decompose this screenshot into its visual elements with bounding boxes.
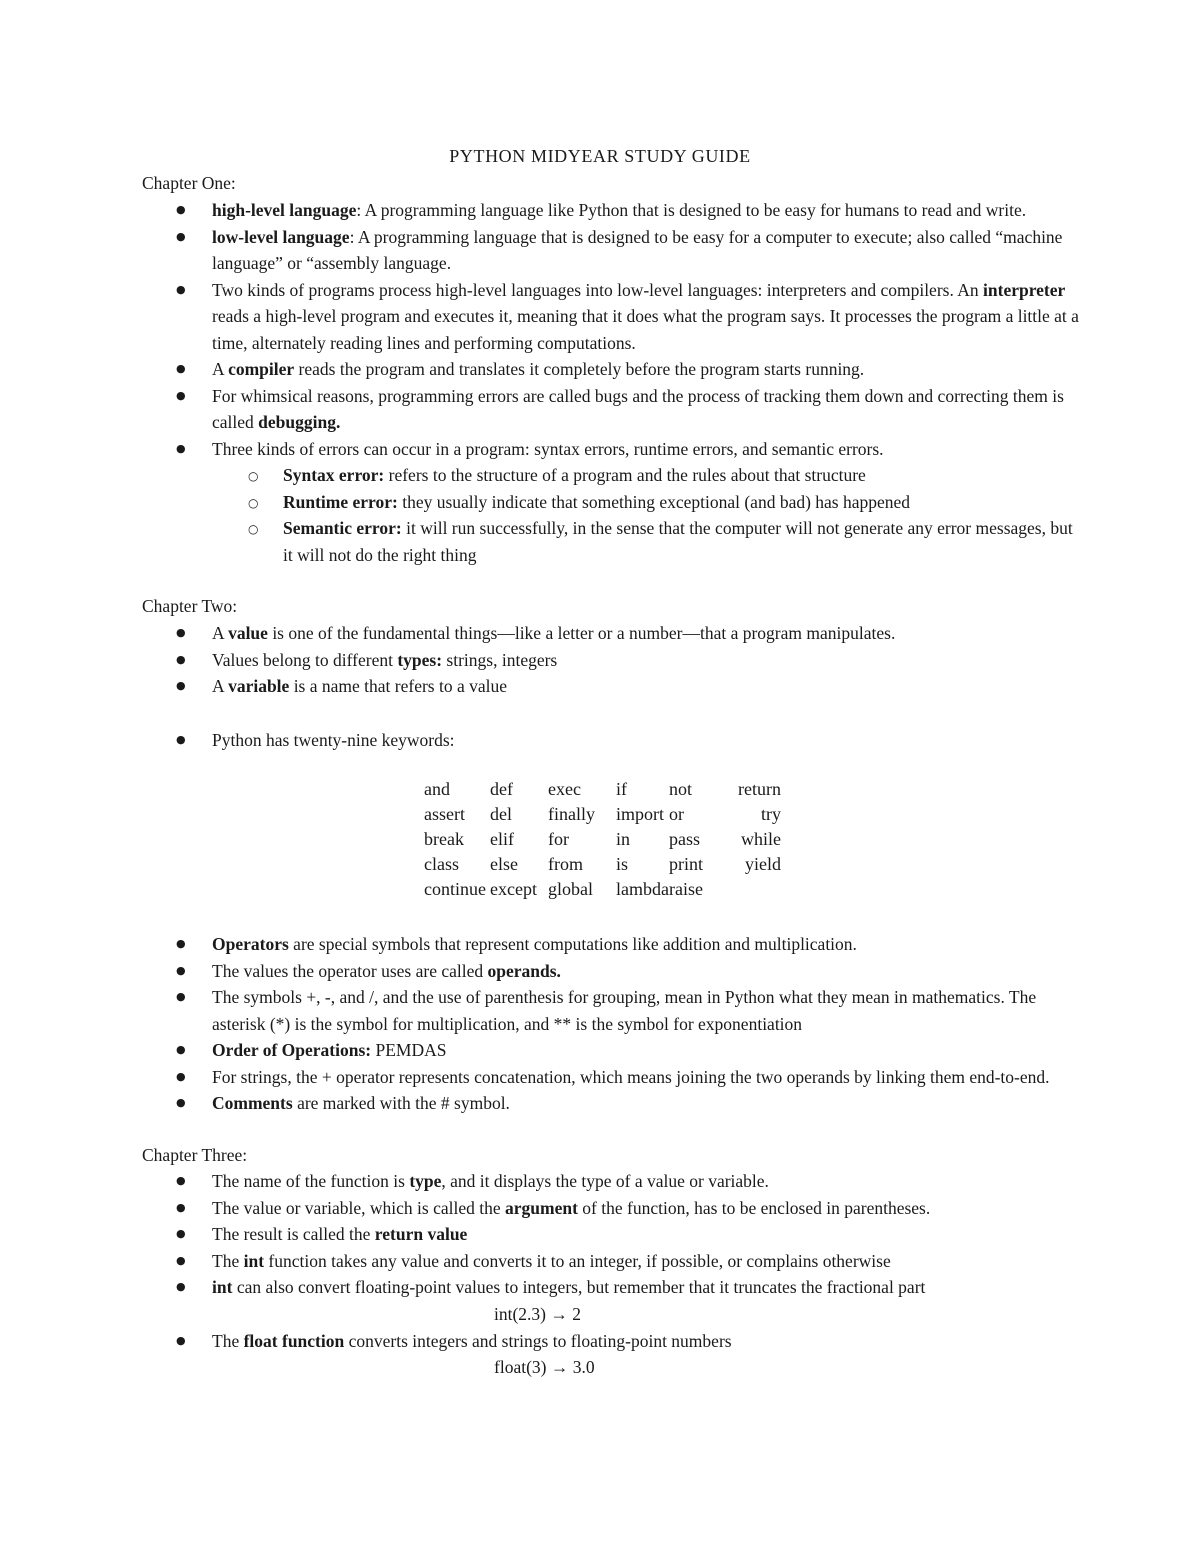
list-item — [0, 1274, 1082, 1301]
chapter-three-list-float — [0, 1328, 1200, 1355]
term: compiler — [228, 359, 295, 379]
definition: converts integers and strings to floating-point numbers — [344, 1331, 732, 1351]
keyword-cell: try — [760, 804, 781, 824]
list-item — [0, 383, 1082, 436]
term: argument — [505, 1197, 578, 1218]
chapter-one-heading: Chapter One: — [142, 173, 236, 193]
definition: are special symbols that represent computations like addition and multiplication. — [288, 934, 857, 954]
list-item — [0, 224, 1082, 277]
keyword-cell: or — [668, 804, 684, 824]
keyword-cell: continue — [424, 879, 486, 899]
definition: , and it displays the type of a value or variable. — [441, 1171, 769, 1191]
page-title: PYTHON MIDYEAR STUDY GUIDE — [449, 146, 751, 166]
list-item — [0, 620, 1082, 647]
list-item — [0, 647, 1082, 674]
list-item — [0, 673, 1082, 700]
keyword-row — [424, 777, 781, 802]
term: value — [228, 623, 268, 643]
keywords-table — [424, 777, 781, 902]
list-item — [0, 984, 1082, 1037]
term: variable — [228, 676, 290, 696]
list-item — [0, 931, 1082, 958]
definition: PEMDAS — [371, 1040, 447, 1060]
keyword-cell: yield — [744, 854, 781, 874]
keyword-cell: raise — [668, 879, 703, 899]
keyword-cell: pass — [668, 829, 700, 849]
list-item — [0, 356, 1082, 383]
list-item — [0, 1168, 1082, 1195]
keyword-cell: else — [490, 854, 518, 874]
term: type — [409, 1171, 442, 1191]
text: A — [212, 676, 229, 696]
keyword-row — [424, 802, 781, 827]
sub-list-item — [0, 462, 1083, 489]
error-types-list — [212, 462, 1082, 568]
text: The — [212, 1331, 244, 1351]
definition: is one of the fundamental things—like a letter or a number—that a program manipulates. — [267, 623, 896, 643]
keyword-cell: exec — [548, 779, 581, 799]
text: The value or variable, which is called the — [212, 1197, 506, 1218]
keyword-cell: lambda — [616, 879, 669, 899]
definition: can also convert floating-point values to integers, but remember that it truncates the fractional part — [232, 1277, 926, 1297]
term: low-level language — [212, 226, 350, 247]
chapter-two-list-operators — [0, 931, 1200, 1117]
list-item — [0, 1195, 1082, 1222]
term: debugging. — [258, 412, 341, 432]
float-example: float(3) → 3.0 — [494, 1357, 595, 1377]
keyword-row — [424, 827, 781, 852]
keyword-cell: not — [668, 779, 692, 799]
chapter-two-list — [0, 620, 1200, 700]
chapter-three-heading: Chapter Three: — [142, 1145, 248, 1165]
chapter-two-list-keywords — [0, 727, 1200, 754]
text: A — [212, 359, 229, 379]
definition: of the function, has to be enclosed in parentheses. — [577, 1197, 931, 1218]
definition: reads a high-level program and executes it, meaning that it does what the program says. It processes the program a little at a time, alternately reading lines and performing computations. — [212, 306, 1079, 353]
list-item — [0, 1090, 1082, 1117]
list-item — [0, 197, 1082, 224]
definition: is a name that refers to a value — [289, 676, 507, 696]
term: Syntax error: — [283, 465, 385, 485]
list-item — [0, 1064, 1082, 1091]
keyword-cell: and — [424, 779, 450, 799]
keyword-cell: import — [616, 804, 664, 824]
text: For strings, the + operator represents concatenation, which means joining the two operands by linking them end-to-end. — [212, 1066, 1050, 1087]
sub-list-item — [0, 489, 1083, 516]
keyword-cell: elif — [490, 829, 514, 849]
keyword-cell: break — [424, 829, 464, 849]
text: The result is called the — [212, 1224, 375, 1244]
definition: reads the program and translates it completely before the program starts running. — [294, 359, 865, 379]
text: The values the operator uses are called — [212, 960, 488, 981]
sub-list-item — [0, 515, 1083, 568]
definition: : A programming language like Python that is designed to be easy for humans to read and write. — [356, 200, 1027, 220]
list-item — [0, 277, 1082, 357]
keyword-cell: except — [490, 879, 537, 899]
text: The name of the function is — [212, 1171, 410, 1191]
definition: they usually indicate that something exceptional (and bad) has happened — [397, 491, 911, 512]
definition: are marked with the # symbol. — [292, 1093, 510, 1113]
text: Python has twenty-nine keywords: — [212, 730, 455, 750]
keyword-cell: assert — [424, 804, 465, 824]
keyword-cell: finally — [548, 804, 595, 824]
text: Values belong to different — [212, 649, 398, 670]
keyword-cell: del — [490, 804, 512, 824]
definition: : A programming language that is designed to be easy for a computer to execute; also called “machine language” or “assembly language. — [212, 226, 1063, 273]
definition: strings, integers — [442, 649, 558, 670]
term: Semantic error: — [283, 518, 402, 538]
term: return value — [374, 1224, 468, 1244]
definition: refers to the structure of a program and the rules about that structure — [384, 465, 866, 485]
keyword-cell: return — [738, 779, 781, 799]
term: types: — [397, 649, 443, 670]
term: interpreter — [983, 279, 1066, 300]
keyword-cell: is — [616, 854, 629, 874]
keyword-cell: from — [548, 854, 583, 874]
keyword-cell: if — [616, 779, 627, 799]
term: operands. — [487, 960, 561, 981]
term: int — [243, 1250, 265, 1271]
term: Operators — [212, 934, 289, 954]
int-example: int(2.3) → 2 — [494, 1304, 582, 1324]
list-item — [0, 1328, 1082, 1355]
term: high-level language — [212, 200, 357, 220]
keyword-row — [424, 852, 781, 877]
list-item — [0, 436, 1082, 569]
definition: function takes any value and converts it to an integer, if possible, or complains otherwise — [264, 1250, 891, 1271]
list-item — [0, 727, 1082, 754]
keyword-cell: for — [548, 829, 569, 849]
term: int — [212, 1277, 233, 1297]
keyword-cell: while — [740, 829, 781, 849]
keyword-cell: def — [490, 779, 513, 799]
list-item — [0, 1037, 1082, 1064]
term: Runtime error: — [283, 491, 398, 512]
text: Three kinds of errors can occur in a program: syntax errors, runtime errors, and semantic errors. — [212, 438, 884, 459]
list-item — [0, 1248, 1082, 1275]
chapter-two-heading: Chapter Two: — [142, 596, 238, 616]
text: The symbols +, -, and /, and the use of parenthesis for grouping, mean in Python what they mean in mathematics. The asterisk (*) is the symbol for multiplication, and ** is the symbol for exponentiation — [212, 987, 1037, 1034]
definition: it will run successfully, in the sense that the computer will not generate any error messages, but it will not do the right thing — [283, 518, 1073, 565]
text: For whimsical reasons, programming errors are called bugs and the process of tracking them down and correcting them is called — [212, 385, 1064, 432]
keyword-row — [424, 877, 781, 902]
term: Order of Operations: — [212, 1040, 372, 1060]
chapter-three-list — [0, 1168, 1200, 1301]
term: Comments — [212, 1093, 293, 1113]
keyword-cell: in — [616, 829, 631, 849]
text: Two kinds of programs process high-level languages into low-level languages: interpreters and compilers. An — [212, 279, 984, 300]
list-item — [0, 1221, 1082, 1248]
text: The — [212, 1250, 244, 1271]
keyword-cell: class — [424, 854, 459, 874]
chapter-one-list — [0, 197, 1200, 568]
text: A — [212, 623, 229, 643]
keyword-cell: global — [548, 879, 593, 899]
list-item — [0, 958, 1082, 985]
keyword-cell: print — [668, 854, 703, 874]
term: float function — [243, 1331, 345, 1351]
keyword-cell — [733, 877, 781, 902]
